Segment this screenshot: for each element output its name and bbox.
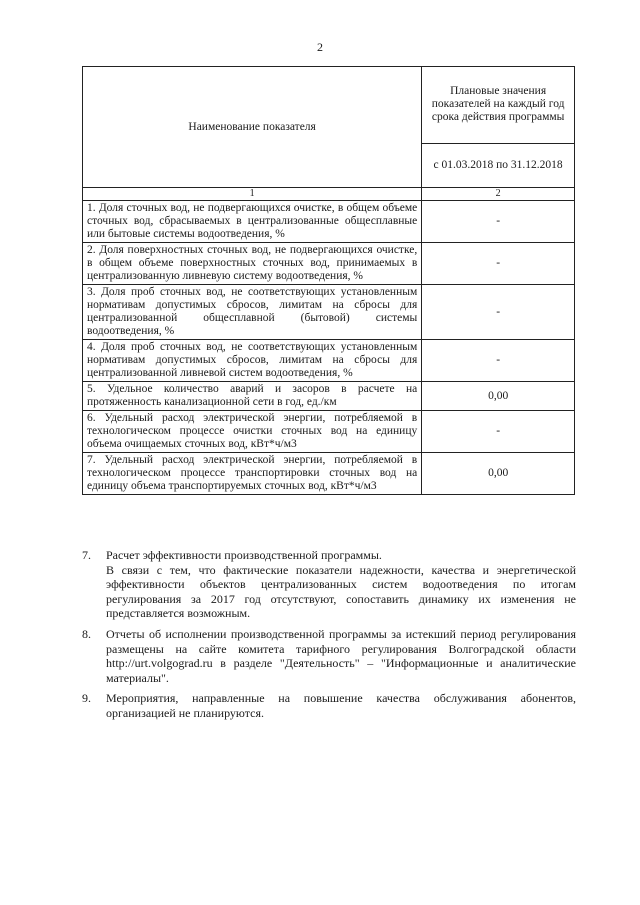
note-item <box>82 691 576 720</box>
indicator-value: - <box>422 411 575 453</box>
indicator-value: - <box>422 243 575 285</box>
note-number: 8. <box>82 626 91 641</box>
note-text: В связи с тем, что фактические показатели надежности, качества и энергетической эффективности объектов централизованных систем водоотведения по итогам регулирования за 2017 год отсутствуют, сопоставить динамику их изменения не представляется возможным. <box>106 562 576 621</box>
indicator-name: 2. Доля поверхностных сточных вод, не подвергающихся очистке, в общем объеме поверхностных сточных вод, принимаемых в централизованную ливневую систему водоотведения, % <box>83 243 422 285</box>
indicator-value: - <box>422 201 575 243</box>
header-value-cell: Плановые значения показателей на каждый год срока действия программы <box>422 67 575 144</box>
indicators-table <box>82 66 575 495</box>
indicator-name: 6. Удельный расход электрической энергии, потребляемой в технологическом процессе очистки сточных вод на единицу объема очищаемых сточных вод, кВт*ч/м3 <box>83 411 422 453</box>
table-row <box>83 201 575 243</box>
column-number-row <box>83 188 575 201</box>
note-item <box>82 627 576 685</box>
header-period-cell: с 01.03.2018 по 31.12.2018 <box>422 143 575 187</box>
notes-section <box>82 548 576 727</box>
column-number: 2 <box>422 188 575 201</box>
column-number: 1 <box>83 188 422 201</box>
indicator-value: - <box>422 340 575 382</box>
table-row <box>83 411 575 453</box>
note-text: Расчет эффективности производственной программы. <box>106 548 382 562</box>
note-text: Отчеты об исполнении производственной программы за истекший период регулирования размещены на сайте комитета тарифного регулирования Волгоградской области http://urt.volgograd.ru в разделе "Деятельность" – "Информационные и аналитические материалы". <box>106 626 576 685</box>
note-item <box>82 548 576 563</box>
table-row <box>83 285 575 340</box>
table-row <box>83 453 575 495</box>
page-number: 2 <box>317 40 323 54</box>
note-item <box>82 563 576 621</box>
table-header-row <box>83 67 575 144</box>
table-row <box>83 340 575 382</box>
note-number: 7. <box>82 548 91 562</box>
table-row <box>83 243 575 285</box>
table-row <box>83 382 575 411</box>
indicator-name: 7. Удельный расход электрической энергии, потребляемой в технологическом процессе транспортировки сточных вод на единицу объема транспортируемых сточных вод, кВт*ч/м3 <box>83 453 422 495</box>
indicator-value: 0,00 <box>422 382 575 411</box>
indicator-name: 4. Доля проб сточных вод, не соответствующих установленным нормативам допустимых сбросов, лимитам на сбросы для централизованной ливневой систем водоотведения, % <box>83 340 422 382</box>
note-number: 9. <box>82 691 91 706</box>
header-name-cell: Наименование показателя <box>83 67 422 188</box>
indicator-name: 1. Доля сточных вод, не подвергающихся очистке, в общем объеме сточных вод, сбрасываемых в централизованные общесплавные или бытовые системы водоотведения, % <box>83 201 422 243</box>
indicator-name: 3. Доля проб сточных вод, не соответствующих установленным нормативам допустимых сбросов, лимитам на сбросы для централизованной общесплавной (бытовой) системы водоотведения, % <box>83 285 422 340</box>
indicator-value: 0,00 <box>422 453 575 495</box>
note-number <box>82 563 106 621</box>
indicator-value: - <box>422 285 575 340</box>
indicator-name: 5. Удельное количество аварий и засоров в расчете на протяженность канализационной сети в год, ед./км <box>83 382 422 411</box>
note-text: Мероприятия, направленные на повышение качества обслуживания абонентов, организацией не планируются. <box>106 691 576 720</box>
